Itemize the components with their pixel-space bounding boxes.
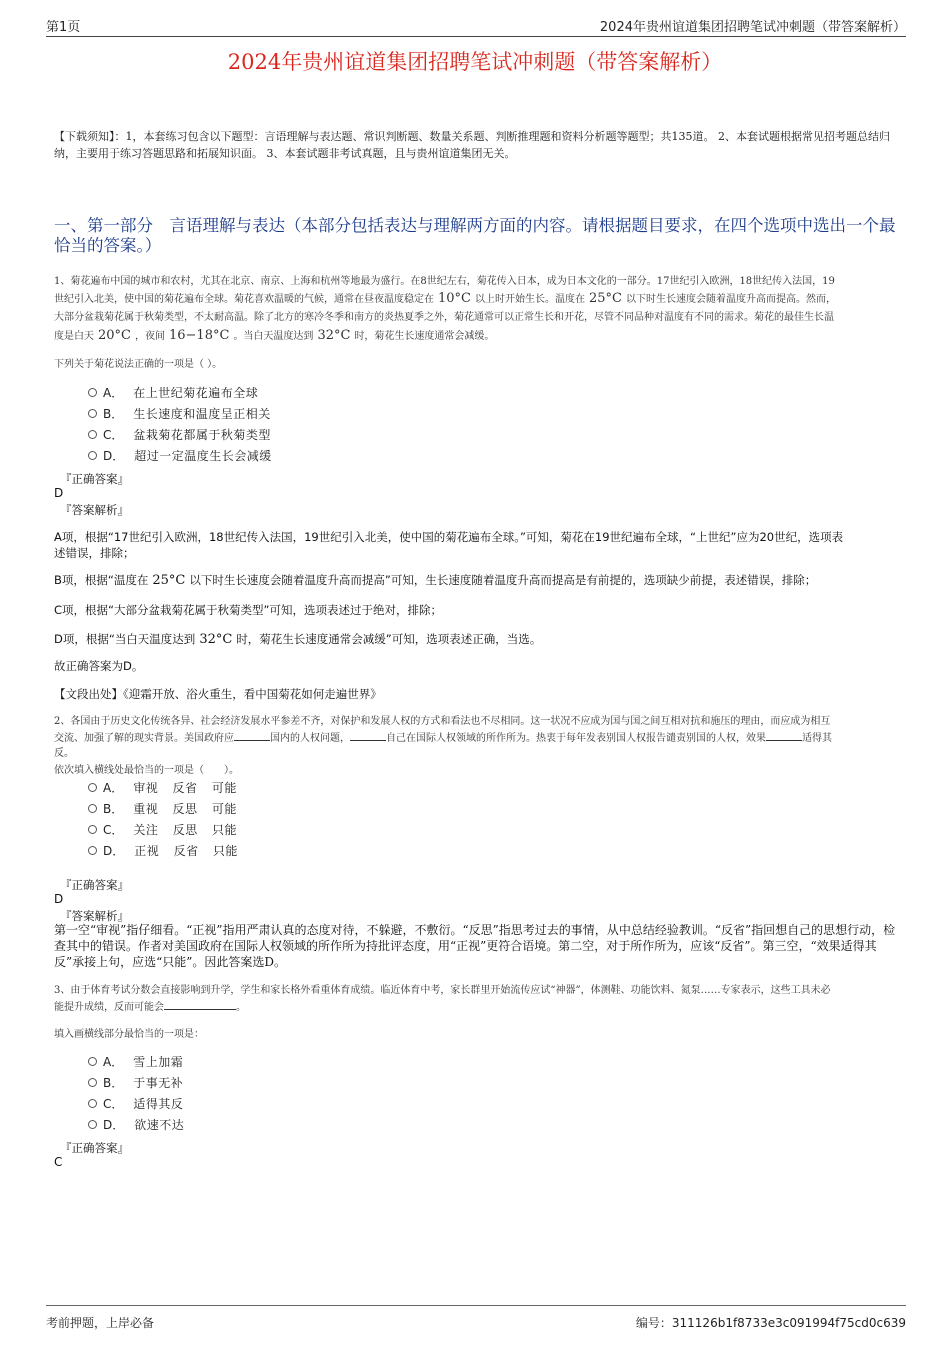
temp-32: 32°C [317, 328, 351, 343]
q3-option-b[interactable]: B． 于事无补 [88, 1075, 183, 1091]
q3-answer-value: C [54, 1155, 63, 1169]
footer-slogan: 考前押题，上岸必备 [46, 1316, 155, 1330]
q3-answer-label: 『正确答案』 [60, 1141, 129, 1155]
page-number: 第1页 [46, 20, 81, 35]
q1-conclusion: 故正确答案为D。 [54, 659, 144, 673]
q1-answer-label: 『正确答案』 [60, 472, 129, 486]
q3-option-d[interactable]: D． 欲速不达 [88, 1117, 184, 1133]
q1-option-a[interactable]: A． 在上世纪菊花遍布全球 [88, 385, 258, 401]
q2-analysis-label: 『答案解析』 [60, 909, 129, 923]
fill-blank[interactable] [164, 999, 236, 1010]
fill-blank-2[interactable] [350, 730, 386, 741]
radio-icon[interactable] [88, 846, 97, 855]
q1-source: 【文段出处】《迎霜开放、浴火重生，看中国菊花如何走遍世界》 [54, 687, 382, 701]
header-doc-title: 2024年贵州谊道集团招聘笔试冲刺题（带答案解析） [599, 20, 906, 35]
q2-answer-label: 『正确答案』 [60, 878, 129, 892]
q2-option-a[interactable]: A． 审视 反省 可能 [88, 780, 237, 796]
download-notice: 【下载须知】：1，本套练习包含以下题型：言语理解与表达题、常识判断题、数量关系题、判断推理题和资料分析题等题型；共135道。 2、本套试题根据常见招考题总结归纳，主要用于练习答题思路和拓展知识面。 3、本套试题非考试真题，且与贵州谊道集团无关。 [54, 130, 890, 160]
radio-icon[interactable] [88, 783, 97, 792]
page-footer [46, 1305, 906, 1336]
footer-doc-id: 编号：311126b1f8733e3c091994f75cd0c639 [635, 1316, 906, 1330]
q2-line3: 反。 [54, 748, 74, 759]
temp-16-18: 16−18°C [169, 328, 230, 343]
radio-icon[interactable] [88, 804, 97, 813]
q1-analysis-a-line1: A项，根据“17世纪引入欧洲，18世纪传入法国，19世纪引入北美，使中国的菊花遍布全球。”可知，菊花在19世纪遍布全球，“上世纪”应为20世纪，选项表 [54, 530, 844, 544]
radio-icon[interactable] [88, 430, 97, 439]
temp-20: 20°C [98, 328, 131, 343]
q2-answer-value: D [54, 892, 64, 906]
radio-icon[interactable] [88, 388, 97, 397]
q1-analysis-c: C项，根据“大部分盆栽菊花属于秋菊类型”可知，选项表述过于绝对，排除； [54, 603, 442, 617]
q1-line2: 世纪引入北美，使中国的菊花遍布全球。菊花喜欢温暖的气候，通常在昼夜温度稳定在 10°C 以上时开始生长。温度在 25°C 以下时生长速度会随着温度升高而提高。然而， [54, 291, 836, 306]
q1-analysis-d: D项，根据“当白天温度达到 32°C 时，菊花生长速度通常会减缓”可知，选项表述正确，当选。 [54, 632, 542, 647]
q2-option-d[interactable]: D． 正视 反省 只能 [88, 843, 238, 859]
q3-option-a[interactable]: A． 雪上加霜 [88, 1054, 183, 1070]
radio-icon[interactable] [88, 451, 97, 460]
section-heading: 一、第一部分 言语理解与表达（本部分包括表达与理解两方面的内容。请根据题目要求，在四个选项中选出一个最恰当的答案。） [54, 216, 896, 255]
q1-analysis-b: B项，根据“温度在 25°C 以下时生长速度会随着温度升高而提高”可知，生长速度随着温度升高而提高是有前提的，选项缺少前提，表述错误，排除； [54, 573, 817, 588]
radio-icon[interactable] [88, 1078, 97, 1087]
q1-option-c[interactable]: C． 盆栽菊花都属于秋菊类型 [88, 427, 271, 443]
radio-icon[interactable] [88, 1120, 97, 1129]
q1-line4: 度是白天 20°C ，夜间 16−18°C 。当白天温度达到 32°C 时，菊花生长速度通常会减缓。 [54, 328, 495, 343]
q2-analysis: 第一空“审视”指仔细看。“正视”指用严肃认真的态度对待，不躲避，不敷衍。“反思”指思考过去的事情，从中总结经验教训。“反省”指回想自己的思想行动，检查其中的错误。作者对美国政府在国际人权领域的所作所为持批评态度，用“正视”更符合语境。第二空，对于所作所为，应该“反省”。第三空，“效果适得其反”承接上句，应选“只能”。因此答案选D。 [54, 923, 896, 969]
temp-25: 25°C [589, 291, 622, 306]
q1-line1: 1、菊花遍布中国的城市和农村，尤其在北京、南京、上海和杭州等地最为盛行。在8世纪左右，菊花传入日本，成为日本文化的一部分。17世纪引入欧洲，18世纪传入法国，19 [54, 276, 835, 287]
q1-option-b[interactable]: B． 生长速度和温度呈正相关 [88, 406, 271, 422]
q3-line2: 能提升成绩，反而可能会 。 [54, 999, 899, 1016]
radio-icon[interactable] [88, 409, 97, 418]
q2-line2: 交流、加强了解的现实背景。美国政府应 国内的人权问题， 自己在国际人权领域的所作所为。热衷于每年发表别国人权报告谴责别国的人权，效果 适得其 [54, 730, 899, 747]
q1-analysis-a-line2: 述错误，排除； [54, 546, 135, 560]
fill-blank-1[interactable] [234, 730, 270, 741]
q2-option-c[interactable]: C． 关注 反思 只能 [88, 822, 237, 838]
q1-question: 下列关于菊花说法正确的一项是（ ）。 [54, 359, 223, 370]
fill-blank-3[interactable] [766, 730, 802, 741]
radio-icon[interactable] [88, 1057, 97, 1066]
q3-line1: 3、由于体育考试分数会直接影响到升学，学生和家长格外看重体育成绩。临近体育中考，家长群里开始流传应试“神器”，体测鞋、功能饮料、氮泵……专家表示，这些工具未必 [54, 985, 831, 996]
q1-analysis-label: 『答案解析』 [60, 503, 129, 517]
q1-line3: 大部分盆栽菊花属于秋菊类型，不太耐高温。除了北方的寒冷冬季和南方的炎热夏季之外，菊花通常可以正常生长和开花，尽管不同品种对温度有不同的需求。菊花的最佳生长温 [54, 312, 834, 323]
radio-icon[interactable] [88, 825, 97, 834]
page-header [46, 14, 906, 37]
q3-question: 填入画横线部分最恰当的一项是： [54, 1029, 204, 1040]
radio-icon[interactable] [88, 1099, 97, 1108]
q2-line1: 2、各国由于历史文化传统各异、社会经济发展水平参差不齐，对保护和发展人权的方式和看法也不尽相同。这一状况不应成为国与国之间互相对抗和施压的理由，而应成为相互 [54, 716, 831, 727]
q3-option-c[interactable]: C． 适得其反 [88, 1096, 183, 1112]
q1-answer-value: D [54, 486, 64, 500]
document-title: 2024年贵州谊道集团招聘笔试冲刺题（带答案解析） [227, 50, 723, 74]
q2-question: 依次填入横线处最恰当的一项是（ ）。 [54, 765, 239, 776]
temp-10: 10°C [438, 291, 471, 306]
q1-option-d[interactable]: D． 超过一定温度生长会减缓 [88, 448, 272, 464]
q2-option-b[interactable]: B． 重视 反思 可能 [88, 801, 237, 817]
